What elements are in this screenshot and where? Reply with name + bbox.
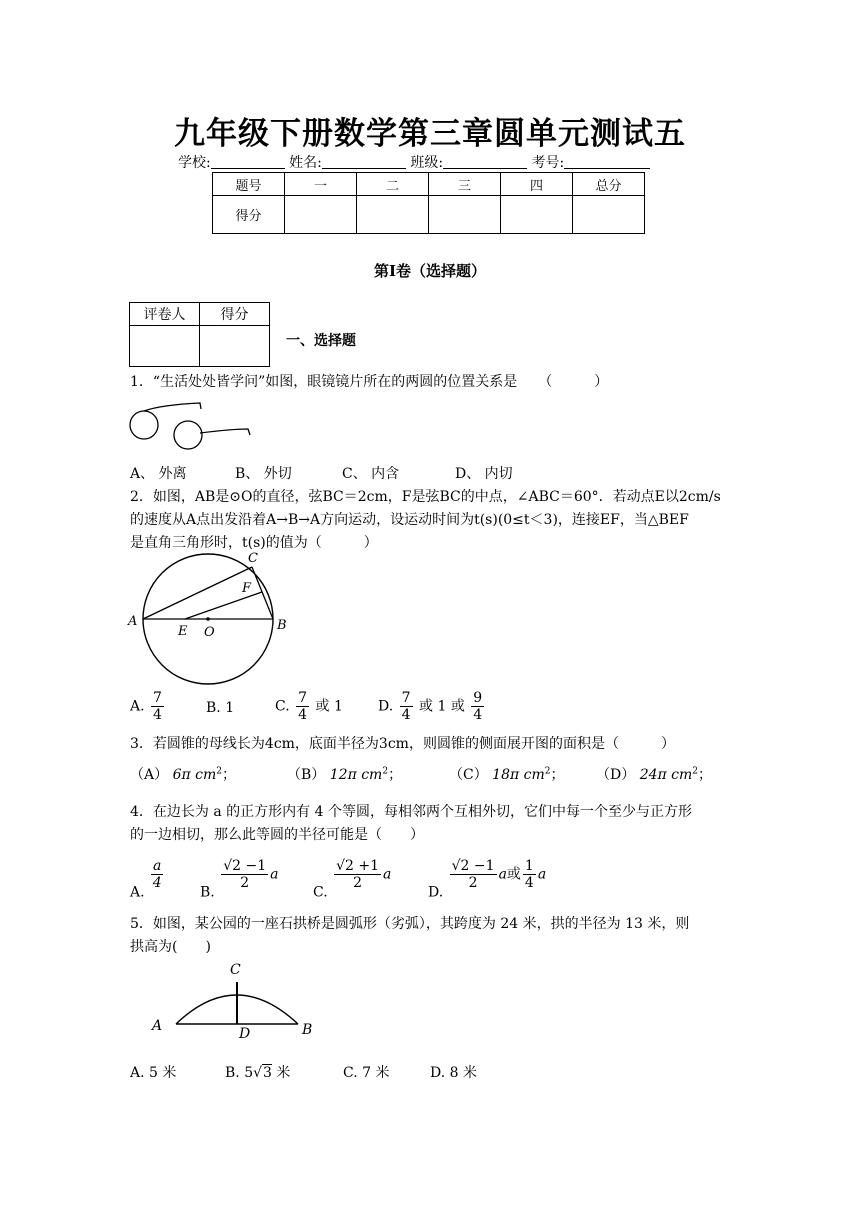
school-label: 学校: xyxy=(178,155,211,171)
circle-figure-q2 xyxy=(126,546,296,696)
exam-no-label: 考号: xyxy=(531,155,565,171)
fraction: $\frac{√2 -1}{2}$ xyxy=(223,858,267,891)
label-A: A xyxy=(152,1018,163,1034)
q5-option-d: D. 8 米 xyxy=(430,1065,477,1081)
score-cell[interactable] xyxy=(357,196,429,234)
glasses-figure xyxy=(128,400,258,452)
score-header-cell: 三 xyxy=(429,173,501,196)
score-cell[interactable] xyxy=(501,196,573,234)
fraction: $\frac{9}{4}$ xyxy=(473,690,483,723)
q2-option-b: B. 1 xyxy=(206,700,235,716)
q4-option-a: A. $\frac{a}{4}$ xyxy=(130,858,162,901)
label-C: C xyxy=(248,551,258,566)
question-4-line-2: 的一边相切，那么此等圆的半径可能是（ ） xyxy=(130,827,424,843)
grader-header: 评卷人 xyxy=(130,303,200,326)
score-header-cell: 二 xyxy=(357,173,429,196)
arch-bridge-figure xyxy=(148,958,323,1038)
label-O: O xyxy=(204,625,215,640)
score-header-cell: 四 xyxy=(501,173,573,196)
fraction: $\frac{7}{4}$ xyxy=(401,690,411,723)
q3-option-b: （B） 12π $cm^2$； xyxy=(287,766,403,783)
question-2-line-1: 2．如图，AB是⊙O的直径，弦BC＝2cm，F是弦BC的中点，∠ABC＝60°．若动点E以2cm/s xyxy=(130,489,721,505)
student-info-line xyxy=(178,152,650,172)
question-2-line-3: 是直角三角形时，t(s)的值为（ ） xyxy=(130,535,378,551)
question-5-line-2: 拱高为( ) xyxy=(130,939,211,955)
score-cell[interactable] xyxy=(573,196,645,234)
q2-option-d: D. $\frac{7}{4}$ 或 1 或 $\frac{9}{4}$ xyxy=(378,690,483,723)
grader-score-cell[interactable] xyxy=(200,326,270,367)
q4-option-c: C. $\frac{√2 +1}{2}$ a xyxy=(313,858,392,901)
q2-option-c: C. $\frac{7}{4}$ 或 1 xyxy=(275,690,343,723)
label-A: A xyxy=(128,614,138,629)
score-cell[interactable] xyxy=(285,196,357,234)
score-header-cell: 题号 xyxy=(213,173,285,196)
label-F: F xyxy=(242,581,252,596)
fraction: $\frac{1}{4}$ xyxy=(524,858,534,891)
score-header-cell: 一 xyxy=(285,173,357,196)
q2-option-a: A. $\frac{7}{4}$ xyxy=(130,690,162,723)
grader-table xyxy=(129,302,270,367)
class-label: 班级: xyxy=(410,155,444,171)
school-blank[interactable] xyxy=(211,154,285,169)
label-E: E xyxy=(178,624,188,639)
q5-option-c: C. 7 米 xyxy=(343,1065,390,1081)
grader-score-header: 得分 xyxy=(200,303,270,326)
label-B: B xyxy=(302,1022,313,1038)
q5-option-b: B. 5√3 米 xyxy=(225,1065,291,1081)
fraction: $\frac{a}{4}$ xyxy=(152,858,162,891)
q1-option-d: D、 内切 xyxy=(455,466,513,482)
q1-option-c: C、 内含 xyxy=(342,466,400,482)
question-4-line-1: 4．在边长为 a 的正方形内有 4 个等圆，每相邻两个互相外切，它们中每一个至少与正方形 xyxy=(130,804,692,820)
score-header-cell: 总分 xyxy=(573,173,645,196)
label-D: D xyxy=(239,1026,251,1038)
score-table xyxy=(212,172,645,234)
question-5-line-1: 5．如图，某公园的一座石拱桥是圆弧形（劣弧），其跨度为 24 米，拱的半径为 13 米，则 xyxy=(130,916,690,932)
question-2-line-2: 的速度从A点出发沿着A→B→A方向运动，设运动时间为t(s)(0≤t＜3)，连接EF，当△BEF xyxy=(130,512,689,528)
q4-option-d: D. $\frac{√2 -1}{2}$ a或 $\frac{1}{4}$ a xyxy=(428,858,547,901)
exam-no-blank[interactable] xyxy=(564,154,650,169)
name-label: 姓名: xyxy=(289,155,322,171)
q1-option-b: B、 外切 xyxy=(235,466,292,482)
question-3-text: 3．若圆锥的母线长为4cm，底面半径为3cm，则圆锥的侧面展开图的面积是（ ） xyxy=(130,736,675,752)
q1-option-a: A、 外离 xyxy=(130,466,187,482)
fraction: $\frac{√2 -1}{2}$ xyxy=(451,858,495,891)
name-blank[interactable] xyxy=(322,154,406,169)
question-1-text: 1．“生活处处皆学问”如图，眼镜镜片所在的两圆的位置关系是 （ ） xyxy=(130,374,609,390)
grader-cell[interactable] xyxy=(130,326,200,367)
part-title: 一、选择题 xyxy=(286,333,356,349)
q4-option-b: B. $\frac{√2 -1}{2}$ a xyxy=(200,858,279,901)
section-heading: 第Ⅰ卷（选择题） xyxy=(373,262,487,280)
score-cell[interactable] xyxy=(429,196,501,234)
label-C: C xyxy=(230,962,241,978)
fraction: $\frac{7}{4}$ xyxy=(298,690,308,723)
q3-option-a: （A） 6π $cm^2$； xyxy=(130,766,236,783)
q3-option-c: （C） 18π $cm^2$； xyxy=(449,766,565,783)
score-row-label: 得分 xyxy=(213,196,285,234)
exam-title: 九年级下册数学第三章圆单元测试五 xyxy=(174,116,686,152)
fraction: $\frac{√2 +1}{2}$ xyxy=(336,858,380,891)
label-B: B xyxy=(277,618,287,633)
fraction: $\frac{7}{4}$ xyxy=(153,690,162,723)
class-blank[interactable] xyxy=(443,154,527,169)
q5-option-a: A. 5 米 xyxy=(130,1065,177,1081)
q3-option-d: （D） 24π $cm^2$； xyxy=(596,766,713,783)
